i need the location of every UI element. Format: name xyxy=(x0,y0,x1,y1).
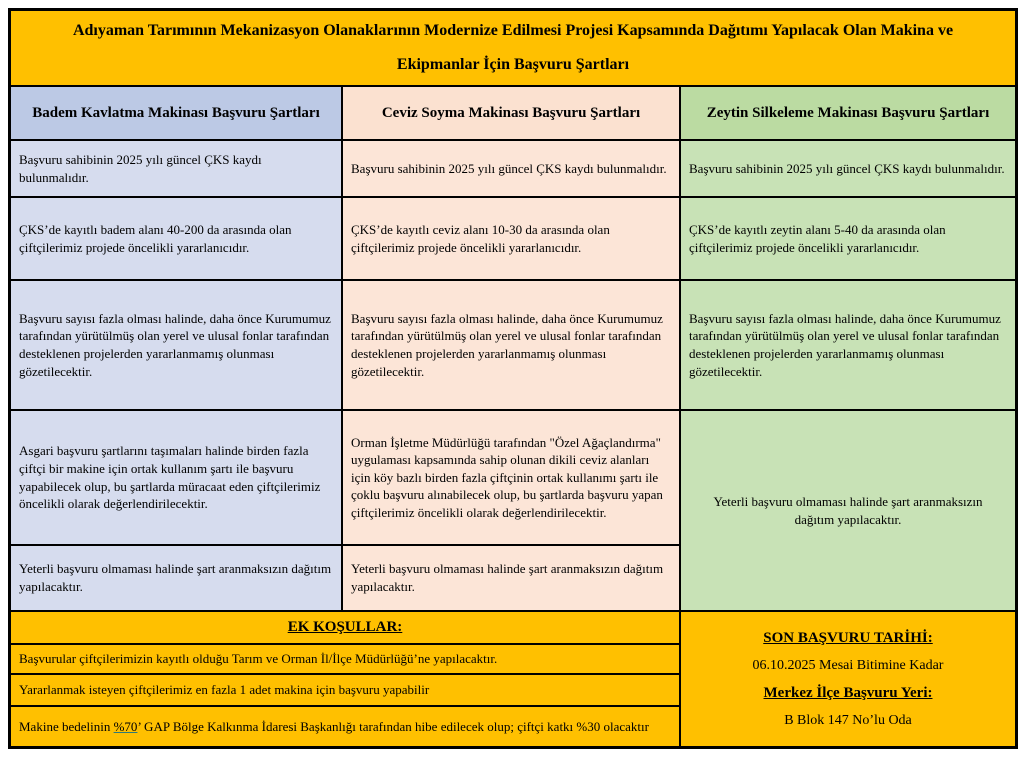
application-location-heading: Merkez İlçe Başvuru Yeri: xyxy=(763,684,933,701)
zeytin-requirement-4: Yeterli başvuru olmaması halinde şart aranmaksızın dağıtım yapılacaktır. xyxy=(681,411,1015,610)
column-header-zeytin: Zeytin Silkeleme Makinası Başvuru Şartları xyxy=(681,87,1015,139)
badem-requirement-3: Başvuru sayısı fazla olması halinde, daha önce Kurumumuz tarafından yürütülmüş olan yerel ve ulusal fonlar tarafından desteklenen projelerden yararlanmamış olunması gözetilecektir. xyxy=(11,281,341,409)
grant-text-prefix: Makine bedelinin xyxy=(19,718,114,734)
deadline-date: 06.10.2025 Mesai Bitimine Kadar xyxy=(752,657,944,673)
deadline-heading: SON BAŞVURU TARİHİ: xyxy=(763,629,933,646)
badem-requirement-2: ÇKS’de kayıtlı badem alanı 40-200 da arasında olan çiftçilerimiz projede öncelikli yararlanıcıdır. xyxy=(11,198,341,279)
ek-kosul-item-1: Başvurular çiftçilerimizin kayıtlı olduğu Tarım ve Orman İl/İlçe Müdürlüğü’ne yapılacaktır. xyxy=(11,645,679,673)
badem-requirement-4: Asgari başvuru şartlarını taşımaları halinde birden fazla çiftçi bir makine için ortak kullanım şartı ile başvuru yapabilecek olup, bu şartlarda müracaat eden çiftçilerimiz öncelikli olarak değerlendirilecektir. xyxy=(11,411,341,544)
deadline-panel xyxy=(681,612,1015,746)
zeytin-requirement-2: ÇKS’de kayıtlı zeytin alanı 5-40 da arasında olan çiftçilerimiz projede öncelikli yararlanıcıdır. xyxy=(681,198,1015,279)
ek-kosul-item-3-text xyxy=(19,718,649,736)
column-header-badem: Badem Kavlatma Makinası Başvuru Şartları xyxy=(11,87,341,139)
application-location: B Blok 147 No’lu Oda xyxy=(784,712,912,728)
ek-kosullar-heading: EK KOŞULLAR: xyxy=(11,612,679,643)
badem-requirement-5: Yeterli başvuru olmaması halinde şart aranmaksızın dağıtım yapılacaktır. xyxy=(11,546,341,610)
badem-requirement-1: Başvuru sahibinin 2025 yılı güncel ÇKS kaydı bulunmalıdır. xyxy=(11,141,341,196)
zeytin-requirement-3: Başvuru sayısı fazla olması halinde, daha önce Kurumumuz tarafından yürütülmüş olan yerel ve ulusal fonlar tarafından desteklenen projelerden yararlanmamış olunması gözetilecektir. xyxy=(681,281,1015,409)
column-header-ceviz: Ceviz Soyma Makinası Başvuru Şartları xyxy=(343,87,679,139)
ceviz-requirement-5: Yeterli başvuru olmaması halinde şart aranmaksızın dağıtım yapılacaktır. xyxy=(343,546,679,610)
zeytin-requirement-1: Başvuru sahibinin 2025 yılı güncel ÇKS kaydı bulunmalıdır. xyxy=(681,141,1015,196)
page-title: Adıyaman Tarımının Mekanizasyon Olanaklarının Modernize Edilmesi Projesi Kapsamında Dağıtımı Yapılacak Olan Makina ve Ekipmanlar İçin Başvuru Şartları xyxy=(11,11,1015,85)
ek-kosul-item-3 xyxy=(11,707,679,746)
ceviz-requirement-3: Başvuru sayısı fazla olması halinde, daha önce Kurumumuz tarafından yürütülmüş olan yerel ve ulusal fonlar tarafından desteklenen projelerden yararlanmamış olunması gözetilecektir. xyxy=(343,281,679,409)
grant-text-suffix: ’ GAP Bölge Kalkınma İdaresi Başkanlığı tarafından hibe edilecek olup; çiftçi katkı %30 olacaktır xyxy=(137,718,649,734)
ceviz-requirement-4: Orman İşletme Müdürlüğü tarafından "Özel Ağaçlandırma" uygulaması kapsamında sahip olunan dikili ceviz alanları için köy bazlı birden fazla çiftçinin ortak kullanımı şartı ile çoklu başvuru alınabilecek olup, bu şartlarda başvuru yapan çiftçilerimiz öncelikli olarak değerlendirilecektir. xyxy=(343,411,679,544)
announcement-table xyxy=(8,8,1018,749)
ceviz-requirement-1: Başvuru sahibinin 2025 yılı güncel ÇKS kaydı bulunmalıdır. xyxy=(343,141,679,196)
ceviz-requirement-2: ÇKS’de kayıtlı ceviz alanı 10-30 da arasında olan çiftçilerimiz projede öncelikli yararlanıcıdır. xyxy=(343,198,679,279)
grant-percentage-link: %70 xyxy=(113,718,138,734)
ek-kosul-item-2: Yararlanmak isteyen çiftçilerimiz en fazla 1 adet makina için başvuru yapabilir xyxy=(11,675,679,705)
